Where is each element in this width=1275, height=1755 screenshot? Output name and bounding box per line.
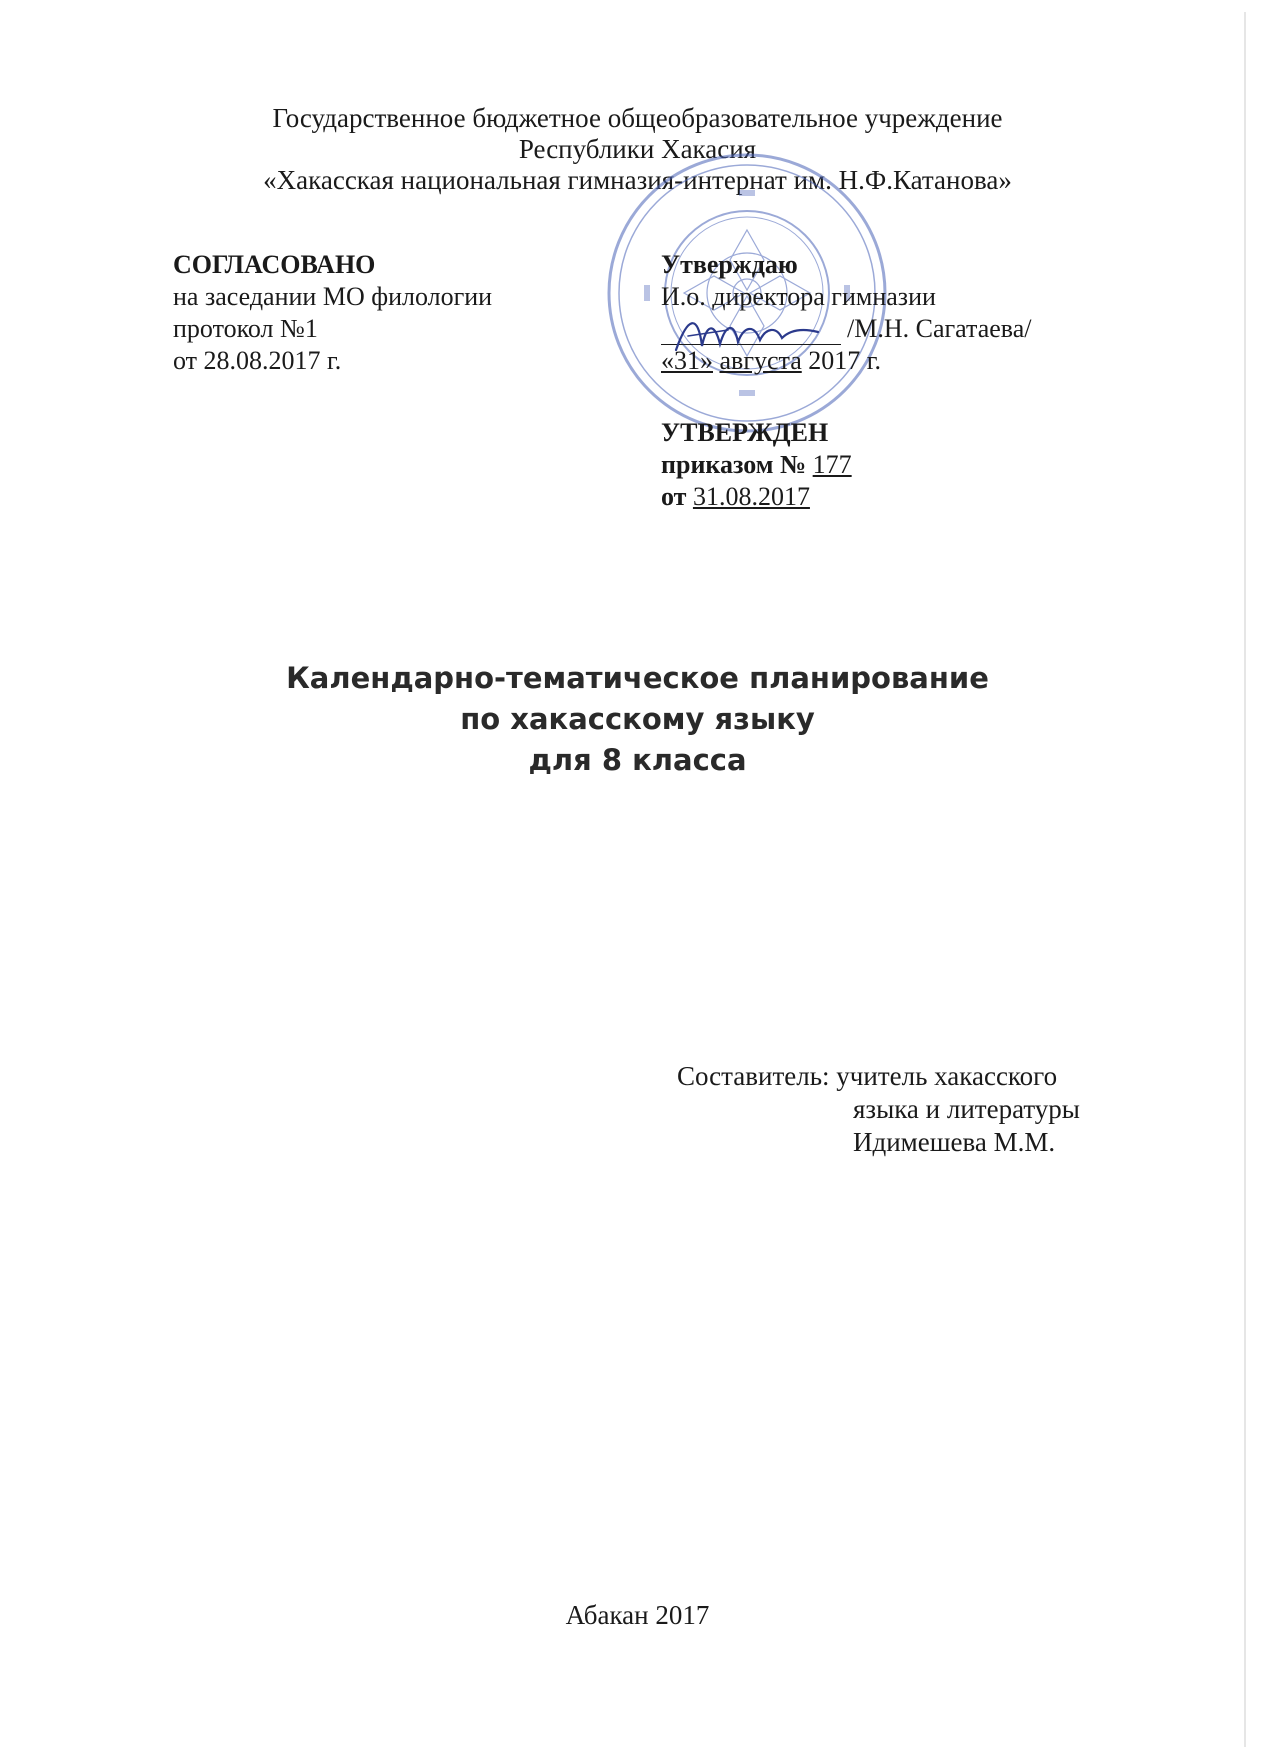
approve-date-year: 2017 г. xyxy=(808,346,881,375)
approved-date xyxy=(661,481,852,513)
approved-order-label: приказом № xyxy=(661,450,807,479)
approve-position: И.о. директора гимназии xyxy=(661,282,936,311)
approved-block xyxy=(661,417,852,513)
header-line-3: «Хакасская национальная гимназия-интернат им. Н.Ф.Катанова» xyxy=(263,165,1012,195)
agreed-line-2: протокол №1 xyxy=(173,314,318,343)
approve-date-month: августа xyxy=(719,346,802,375)
agreed-line-3: от 28.08.2017 г. xyxy=(173,346,342,375)
approved-title: УТВЕРЖДЕН xyxy=(661,418,829,447)
approved-order-number: 177 xyxy=(812,450,852,479)
compiler-line-1: Составитель: учитель хакасского xyxy=(677,1061,1058,1091)
header-line-2: Республики Хакасия xyxy=(518,134,757,164)
approve-date-day: «31» xyxy=(661,346,713,375)
signature-line xyxy=(661,318,841,345)
approve-date xyxy=(661,345,1032,377)
document-title xyxy=(0,658,1275,781)
approved-order xyxy=(661,449,852,481)
agreed-block xyxy=(173,249,492,377)
approve-title: Утверждаю xyxy=(661,250,798,279)
approve-signature-row xyxy=(661,313,1032,345)
approve-block xyxy=(661,249,1032,377)
compiler-line-3: Идимешева М.М. xyxy=(853,1127,1056,1157)
approved-date-label: от xyxy=(661,482,687,511)
approved-date-value: 31.08.2017 xyxy=(692,482,810,511)
document-title-line-2: по хакасскому языку xyxy=(460,702,815,736)
approve-name: /М.Н. Сагатаева/ xyxy=(847,314,1032,343)
compiler-block xyxy=(677,1060,1080,1159)
agreed-line-1: на заседании МО филологии xyxy=(173,282,493,311)
institution-header xyxy=(0,103,1275,196)
document-title-line-3: для 8 класса xyxy=(528,743,747,777)
compiler-line-2: языка и литературы xyxy=(853,1094,1080,1124)
header-line-1: Государственное бюджетное общеобразовательное учреждение xyxy=(272,103,1003,133)
city-year-footer: Абакан 2017 xyxy=(565,1600,710,1630)
document-title-line-1: Календарно-тематическое планирование xyxy=(286,661,989,695)
agreed-title: СОГЛАСОВАНО xyxy=(173,250,376,279)
